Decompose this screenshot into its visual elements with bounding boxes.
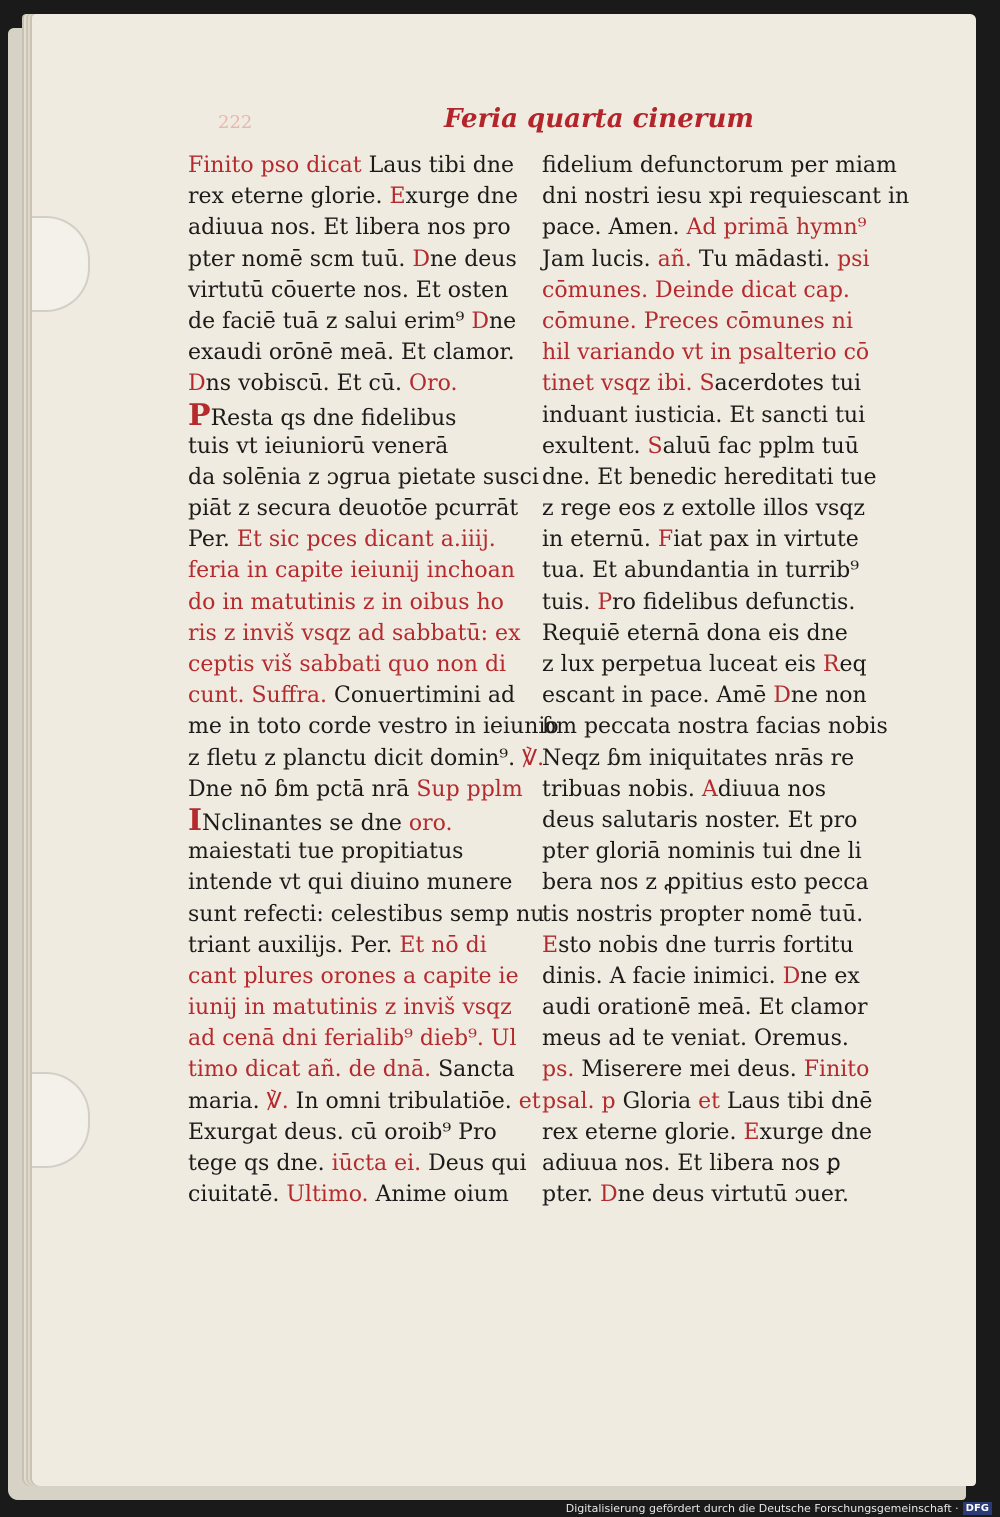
- body-text: meus ad te veniat. Oremus.: [542, 1026, 849, 1052]
- text-line: [542, 743, 882, 774]
- plastic-clip-top: [32, 216, 90, 312]
- rubric-text: E: [542, 932, 559, 958]
- body-text: de faciē tuā z salui erim⁹: [188, 308, 472, 334]
- body-text: ro fidelibus defunctis.: [612, 589, 856, 615]
- rubric-text: E: [389, 184, 406, 210]
- body-text: ne: [488, 308, 517, 334]
- body-text: rex eterne glorie.: [188, 184, 390, 210]
- text-line: [542, 618, 882, 649]
- body-text: Miserere mei deus.: [574, 1057, 804, 1083]
- left-text-column: [188, 150, 559, 1210]
- text-line: [188, 181, 523, 212]
- body-text: pter nomē scm tuū.: [188, 246, 413, 272]
- text-line: [188, 867, 523, 898]
- body-text: pace. Amen.: [542, 215, 687, 241]
- text-line: [542, 337, 882, 368]
- text-line: [188, 462, 539, 493]
- body-text: z rege eos z extolle illos vsqz: [542, 496, 865, 522]
- text-line: [188, 992, 523, 1023]
- text-line: [188, 802, 523, 838]
- rubric-text: ps.: [542, 1057, 575, 1083]
- text-line: [542, 711, 888, 742]
- text-line: [188, 275, 523, 306]
- rubric-text: cōmune. Preces cōmunes ni: [542, 308, 854, 334]
- body-text: maria.: [188, 1088, 267, 1114]
- body-text: tuis.: [542, 589, 598, 615]
- body-text: ne non: [790, 683, 867, 709]
- body-text: Deus qui: [421, 1151, 527, 1176]
- text-line: [188, 306, 523, 337]
- text-line: [188, 774, 523, 805]
- rubric-text: P: [597, 589, 613, 615]
- rubric-text: Finito pso dicat: [188, 153, 369, 178]
- text-line: [542, 899, 882, 930]
- rubric-text: ℣.: [266, 1088, 289, 1114]
- body-text: tua. Et abundantia in turrib⁹: [542, 558, 860, 584]
- body-text: Neqz ɓm iniquitates nrās re: [542, 745, 855, 771]
- body-text: Anime oium: [368, 1182, 509, 1208]
- text-line: [542, 212, 882, 243]
- footer-credit: [566, 1502, 992, 1515]
- rubric-text: D: [471, 308, 489, 334]
- text-line: [542, 587, 882, 618]
- text-line: [188, 899, 545, 930]
- text-line: [542, 1148, 882, 1179]
- rubric-text: iūcta ei.: [331, 1151, 422, 1176]
- text-line: [542, 1023, 882, 1054]
- rubric-text: feria in capite ieiunij inchoan: [188, 558, 515, 584]
- rubric-text: P: [188, 397, 211, 433]
- body-text: xurge dne: [759, 1119, 872, 1145]
- rubric-text: ris z inviš vsqz ad sabbatū: ex: [188, 620, 521, 646]
- rubric-text: cunt. Suffra.: [188, 683, 334, 709]
- rubric-text: Et sic pces dicant a.iiij.: [236, 527, 496, 553]
- text-line: [542, 867, 882, 898]
- text-line: [188, 555, 523, 586]
- body-text: rex eterne glorie.: [542, 1119, 744, 1145]
- body-text: z fletu z planctu dicit domin⁹.: [188, 745, 523, 771]
- rubric-text: Finito: [803, 1057, 870, 1083]
- text-line: [542, 1179, 882, 1210]
- text-line: [188, 397, 523, 433]
- body-text: piāt z secura deuotōe pcurrāt: [188, 496, 519, 522]
- text-line: [188, 493, 523, 524]
- text-line: [188, 961, 523, 992]
- body-text: bera nos z ꝓpitius esto pecca: [542, 870, 869, 896]
- text-line: [542, 306, 882, 337]
- text-line: [188, 930, 523, 961]
- rubric-text: Ultimo.: [286, 1182, 369, 1208]
- body-text: z lux perpetua luceat eis: [542, 652, 823, 677]
- body-text: da solēnia z ɔgrua pietate susci: [188, 464, 539, 490]
- body-text: triant auxilijs. Per.: [188, 932, 400, 958]
- text-line: [542, 275, 882, 306]
- body-text: ɓm peccata nostra facias nobis: [542, 714, 888, 740]
- body-text: acerdotes tui: [714, 371, 862, 397]
- running-head: Feria quarta cinerum: [444, 104, 754, 134]
- rubric-text: Ad primā hymn⁹: [686, 215, 867, 241]
- text-line: [542, 961, 882, 992]
- text-line: [542, 649, 882, 680]
- rubric-text: E: [743, 1119, 760, 1145]
- text-line: [542, 930, 882, 961]
- body-text: eq: [839, 652, 867, 677]
- right-text-column: [542, 150, 910, 1210]
- text-line: [542, 1054, 882, 1085]
- rubric-text: ℣.: [522, 745, 545, 771]
- rubric-text: R: [822, 652, 840, 677]
- body-text: adiuua nos. Et libera nos pro: [188, 215, 511, 241]
- text-line: [542, 805, 882, 836]
- body-text: dne. Et benedic hereditati tue: [542, 464, 877, 490]
- rubric-text: D: [412, 246, 431, 272]
- text-line: [188, 649, 523, 680]
- text-line: [188, 743, 545, 774]
- body-text: dni nostri iesu xpi requiescant in: [542, 184, 910, 210]
- text-line: [542, 836, 882, 867]
- text-line: [188, 524, 523, 555]
- text-line: [542, 992, 882, 1023]
- body-text: Requiē eternā dona eis dne: [542, 620, 848, 646]
- rubric-text: Sup pplm: [416, 776, 523, 802]
- text-line: [542, 462, 882, 493]
- text-line: [188, 587, 523, 618]
- rubric-text: et: [698, 1088, 720, 1114]
- body-text: sunt refecti: celestibus semp nu: [188, 901, 545, 927]
- text-line: [188, 618, 523, 649]
- body-text: tribuas nobis.: [542, 776, 702, 802]
- body-text: tuis vt ieiuniorū venerā: [188, 433, 449, 459]
- text-line: [542, 555, 882, 586]
- body-text: fidelium defunctorum per miam: [542, 153, 897, 178]
- plastic-clip-bottom: [32, 1072, 90, 1168]
- rubric-text: D: [600, 1182, 618, 1208]
- body-text: pter.: [542, 1182, 601, 1208]
- body-text: exultent.: [542, 433, 648, 459]
- text-line: [542, 431, 882, 462]
- body-text: In omni tribulatiōe.: [288, 1088, 519, 1114]
- body-text: pter gloriā nominis tui dne li: [542, 839, 862, 865]
- dfg-logo: DFG: [963, 1502, 992, 1515]
- text-line: [542, 680, 882, 711]
- rubric-text: A: [701, 776, 718, 802]
- rubric-text: D: [773, 683, 791, 709]
- text-line: [188, 1023, 523, 1054]
- text-line: [188, 1179, 523, 1210]
- body-text: dinis. A facie inimici.: [542, 963, 783, 989]
- rubric-text: F: [657, 527, 674, 553]
- rubric-text: I: [188, 802, 203, 838]
- body-text: audi orationē meā. Et clamor: [542, 995, 868, 1021]
- text-line: [542, 1117, 882, 1148]
- text-line: [188, 150, 523, 181]
- body-text: Per.: [188, 527, 237, 553]
- rubric-text: ad cenā dni ferialib⁹ dieb⁹. Ul: [188, 1026, 517, 1052]
- rubric-text: S: [647, 433, 663, 459]
- body-text: escant in pace. Amē: [542, 683, 774, 709]
- body-text: Jam lucis.: [542, 246, 658, 272]
- text-line: [188, 1086, 541, 1117]
- body-text: Laus tibi dnē: [720, 1088, 873, 1114]
- rubric-text: Et nō di: [399, 932, 487, 958]
- rubric-text: Oro.: [409, 371, 458, 397]
- body-text: ns vobiscū. Et cū.: [205, 371, 410, 397]
- body-text: ciuitatē.: [188, 1182, 287, 1208]
- body-text: intende vt qui diuino munere: [188, 870, 513, 896]
- rubric-text: do in matutinis z in oibus ho: [188, 589, 504, 615]
- text-line: [542, 774, 882, 805]
- text-line: [188, 337, 523, 368]
- rubric-text: timo dicat añ. de dnā.: [188, 1057, 439, 1083]
- body-text: Resta qs dne fidelibus: [210, 405, 457, 431]
- text-line: [188, 244, 523, 275]
- body-text: Conuertimini ad: [333, 683, 516, 709]
- rubric-text: añ.: [657, 246, 692, 272]
- text-line: [188, 1054, 523, 1085]
- text-line: [188, 711, 559, 742]
- body-text: exaudi orōnē meā. Et clamor.: [188, 340, 515, 366]
- body-text: ne ex: [800, 963, 860, 989]
- body-text: Tu mādasti.: [691, 246, 838, 272]
- rubric-text: tinet vsqz ibi.: [542, 371, 700, 397]
- rubric-text: psal. p: [542, 1088, 623, 1114]
- body-text: Laus tibi dne: [368, 153, 515, 178]
- body-text: tis nostris propter nomē tuū.: [542, 901, 864, 927]
- text-line: [188, 1117, 523, 1148]
- folio-number: 222: [218, 112, 253, 133]
- body-text: Nclinantes se dne: [202, 810, 409, 836]
- body-text: me in toto corde vestro in ieiunio: [188, 714, 559, 740]
- body-text: ne deus virtutū ɔuer.: [617, 1182, 850, 1208]
- text-line: [188, 680, 523, 711]
- rubric-text: D: [188, 371, 206, 397]
- rubric-text: cant plures orones a capite ie: [188, 963, 519, 989]
- body-text: tege qs dne.: [188, 1151, 332, 1176]
- body-text: Gloria: [622, 1088, 699, 1114]
- body-text: Dne nō ɓm pctā nrā: [188, 776, 417, 802]
- rubric-text: S: [699, 371, 715, 397]
- body-text: virtutū cōuerte nos. Et osten: [188, 277, 509, 303]
- rubric-text: iunij in matutinis z inviš vsqz: [188, 995, 512, 1021]
- text-line: [542, 524, 882, 555]
- body-text: maiestati tue propitiatus: [188, 839, 464, 865]
- body-text: ne deus: [430, 246, 517, 272]
- body-text: iat pax in virtute: [673, 527, 859, 553]
- text-line: [542, 368, 882, 399]
- footer-text: Digitalisierung gefördert durch die Deutsche Forschungsgemeinschaft ·: [565, 1502, 959, 1515]
- text-line: [542, 181, 910, 212]
- text-line: [188, 836, 523, 867]
- body-text: Sancta: [438, 1057, 515, 1083]
- text-line: [542, 400, 882, 431]
- body-text: diuua nos: [717, 776, 827, 802]
- text-line: [188, 431, 523, 462]
- body-text: deus salutaris noster. Et pro: [542, 807, 858, 833]
- rubric-text: ceptis viš sabbati quo non di: [188, 652, 507, 677]
- text-line: [542, 244, 882, 275]
- rubric-text: psi: [837, 246, 870, 272]
- rubric-text: cōmunes. Deinde dicat cap.: [542, 277, 850, 303]
- body-text: induant iusticia. Et sancti tui: [542, 402, 866, 428]
- body-text: sto nobis dne turris fortitu: [558, 932, 854, 958]
- body-text: in eternū.: [542, 527, 658, 553]
- text-line: [542, 150, 897, 181]
- text-line: [188, 212, 523, 243]
- text-line: [188, 1148, 527, 1179]
- body-text: Exurgat deus. cū oroib⁹ Pro: [188, 1119, 497, 1145]
- rubric-text: D: [782, 963, 801, 989]
- text-line: [542, 1086, 882, 1117]
- text-line: [188, 368, 523, 399]
- body-text: adiuua nos. Et libera nos ꝑ: [542, 1151, 841, 1176]
- text-line: [542, 493, 882, 524]
- rubric-text: hil variando vt in psalterio cō: [542, 340, 870, 366]
- body-text: aluū fac pplm tuū: [662, 433, 859, 459]
- rubric-text: et: [518, 1088, 541, 1114]
- body-text: xurge dne: [405, 184, 518, 210]
- rubric-text: oro.: [408, 810, 453, 836]
